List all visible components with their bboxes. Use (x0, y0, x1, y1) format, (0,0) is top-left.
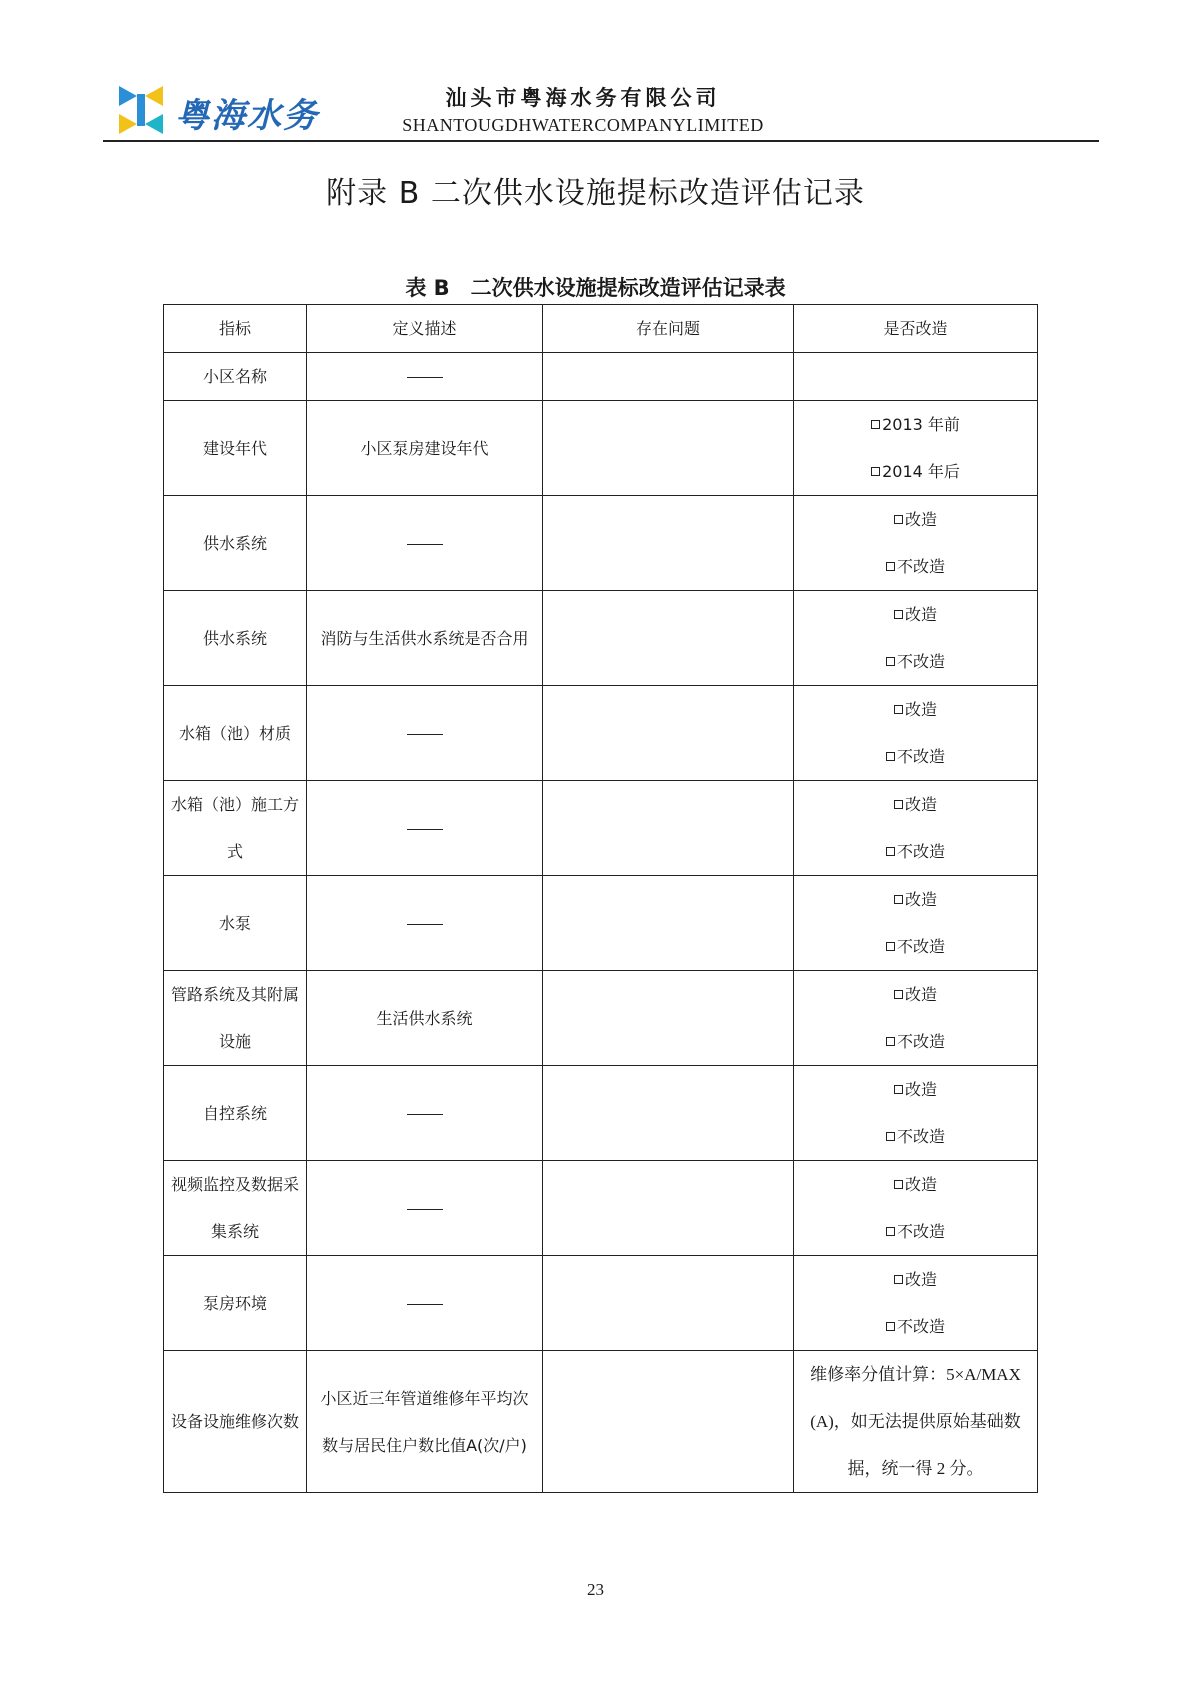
issue-cell[interactable] (543, 401, 794, 496)
checkbox-label: 不改造 (896, 1127, 945, 1146)
page-title: 附录 B 二次供水设施提标改造评估记录 (326, 176, 865, 211)
issue-cell[interactable] (543, 1256, 794, 1351)
definition-cell (307, 876, 543, 971)
indicator-cell: 视频监控及数据采集系统 (164, 1161, 307, 1256)
checkbox-icon[interactable] (894, 1180, 903, 1189)
renovate-cell (794, 686, 1038, 781)
checkbox-icon[interactable] (871, 420, 880, 429)
page-header (103, 78, 1099, 142)
indicator-cell: 设备设施维修次数 (164, 1351, 307, 1493)
checkbox-option[interactable] (800, 1113, 1031, 1160)
checkbox-icon[interactable] (894, 515, 903, 524)
table-row (164, 1256, 1038, 1351)
header-definition: 定义描述 (307, 305, 543, 353)
checkbox-icon[interactable] (886, 1322, 895, 1331)
checkbox-label: 改造 (904, 700, 937, 719)
company-name (393, 82, 773, 136)
definition-cell (307, 1256, 543, 1351)
table-row (164, 781, 1038, 876)
issue-cell[interactable] (543, 591, 794, 686)
renovate-cell (794, 496, 1038, 591)
table-row-maintenance (164, 1351, 1038, 1493)
issue-cell[interactable] (543, 971, 794, 1066)
issue-cell[interactable] (543, 353, 794, 401)
empty-dash (407, 544, 443, 545)
checkbox-label: 不改造 (896, 937, 945, 956)
issue-cell[interactable] (543, 496, 794, 591)
header-issue: 存在问题 (543, 305, 794, 353)
checkbox-icon[interactable] (886, 657, 895, 666)
checkbox-option[interactable] (800, 971, 1031, 1018)
header-divider (103, 140, 1099, 142)
checkbox-label: 不改造 (896, 1032, 945, 1051)
empty-dash (407, 829, 443, 830)
definition-cell (307, 496, 543, 591)
checkbox-option[interactable] (800, 1018, 1031, 1065)
checkbox-icon[interactable] (886, 752, 895, 761)
checkbox-option[interactable] (800, 1256, 1031, 1303)
checkbox-icon[interactable] (894, 895, 903, 904)
checkbox-option[interactable] (800, 1161, 1031, 1208)
empty-dash (407, 1304, 443, 1305)
renovate-cell (794, 1161, 1038, 1256)
renovate-cell (794, 353, 1038, 401)
table-title: 表 B 二次供水设施提标改造评估记录表 (405, 276, 786, 300)
issue-cell[interactable] (543, 686, 794, 781)
checkbox-label: 不改造 (896, 842, 945, 861)
table-row (164, 686, 1038, 781)
checkbox-option[interactable] (800, 1303, 1031, 1350)
definition-cell (307, 781, 543, 876)
table-row (164, 971, 1038, 1066)
checkbox-label: 改造 (904, 985, 937, 1004)
renovate-cell (794, 971, 1038, 1066)
indicator-cell: 水箱（池）材质 (164, 686, 307, 781)
checkbox-option[interactable] (800, 876, 1031, 923)
checkbox-label: 2014 年后 (882, 462, 960, 481)
indicator-cell: 水箱（池）施工方式 (164, 781, 307, 876)
checkbox-label: 不改造 (896, 557, 945, 576)
indicator-cell: 供水系统 (164, 496, 307, 591)
checkbox-option[interactable] (800, 923, 1031, 970)
company-name-en: SHANTOUGDHWATERCOMPANYLIMITED (402, 115, 764, 135)
issue-cell[interactable] (543, 876, 794, 971)
assessment-record-table (163, 304, 1038, 1493)
checkbox-option[interactable] (800, 401, 1031, 448)
logo-text: 粤海水务 (175, 96, 319, 136)
issue-cell[interactable] (543, 1066, 794, 1161)
checkbox-option[interactable] (800, 496, 1031, 543)
renovate-cell (794, 1066, 1038, 1161)
checkbox-option[interactable] (800, 448, 1031, 495)
checkbox-option[interactable] (800, 781, 1031, 828)
checkbox-icon[interactable] (886, 1132, 895, 1141)
definition-cell: 生活供水系统 (307, 971, 543, 1066)
table-row (164, 591, 1038, 686)
definition-cell (307, 686, 543, 781)
checkbox-icon[interactable] (886, 1037, 895, 1046)
renovate-cell (794, 591, 1038, 686)
checkbox-label: 改造 (904, 605, 937, 624)
checkbox-icon[interactable] (894, 705, 903, 714)
indicator-cell: 泵房环境 (164, 1256, 307, 1351)
table-row (164, 401, 1038, 496)
renovate-cell (794, 781, 1038, 876)
table-row (164, 353, 1038, 401)
renovate-cell (794, 876, 1038, 971)
definition-cell (307, 353, 543, 401)
header-renovate: 是否改造 (794, 305, 1038, 353)
checkbox-icon[interactable] (886, 847, 895, 856)
checkbox-option[interactable] (800, 591, 1031, 638)
checkbox-icon[interactable] (871, 467, 880, 476)
definition-cell (307, 1066, 543, 1161)
checkbox-label: 改造 (904, 795, 937, 814)
checkbox-option[interactable] (800, 1208, 1031, 1255)
checkbox-label: 不改造 (896, 747, 945, 766)
checkbox-option[interactable] (800, 1066, 1031, 1113)
checkbox-icon[interactable] (894, 1085, 903, 1094)
table-row (164, 1161, 1038, 1256)
renovate-cell (794, 1256, 1038, 1351)
checkbox-option[interactable] (800, 828, 1031, 875)
table-header-row (164, 305, 1038, 353)
checkbox-icon[interactable] (886, 562, 895, 571)
empty-dash (407, 1114, 443, 1115)
empty-dash (407, 377, 443, 378)
checkbox-option[interactable] (800, 543, 1031, 590)
header-indicator: 指标 (164, 305, 307, 353)
checkbox-label: 2013 年前 (882, 415, 960, 434)
definition-cell: 小区泵房建设年代 (307, 401, 543, 496)
checkbox-label: 改造 (904, 1175, 937, 1194)
checkbox-label: 改造 (904, 890, 937, 909)
checkbox-label: 不改造 (896, 652, 945, 671)
indicator-cell: 自控系统 (164, 1066, 307, 1161)
checkbox-label: 不改造 (896, 1317, 945, 1336)
definition-cell (307, 1161, 543, 1256)
indicator-cell: 小区名称 (164, 353, 307, 401)
page-number: 23 (587, 1580, 604, 1599)
definition-cell: 小区近三年管道维修年平均次数与居民住户数比值A(次/户) (307, 1351, 543, 1493)
checkbox-icon[interactable] (886, 942, 895, 951)
empty-dash (407, 924, 443, 925)
definition-cell: 消防与生活供水系统是否合用 (307, 591, 543, 686)
indicator-cell: 管路系统及其附属设施 (164, 971, 307, 1066)
checkbox-icon[interactable] (894, 610, 903, 619)
empty-dash (407, 1209, 443, 1210)
checkbox-label: 改造 (904, 1080, 937, 1099)
issue-cell[interactable] (543, 781, 794, 876)
checkbox-icon[interactable] (886, 1227, 895, 1236)
checkbox-label: 改造 (904, 1270, 937, 1289)
table-row (164, 876, 1038, 971)
checkbox-icon[interactable] (894, 990, 903, 999)
indicator-cell: 供水系统 (164, 591, 307, 686)
checkbox-icon[interactable] (894, 800, 903, 809)
company-logo-icon (117, 84, 165, 136)
checkbox-option[interactable] (800, 638, 1031, 685)
company-name-cn: 汕头市粤海水务有限公司 (445, 86, 721, 110)
empty-dash (407, 734, 443, 735)
table-row (164, 1066, 1038, 1161)
checkbox-label: 改造 (904, 510, 937, 529)
indicator-cell: 水泵 (164, 876, 307, 971)
issue-cell[interactable] (543, 1161, 794, 1256)
indicator-cell: 建设年代 (164, 401, 307, 496)
checkbox-option[interactable] (800, 686, 1031, 733)
issue-cell[interactable] (543, 1351, 794, 1493)
scoring-note-cell: 维修率分值计算：5×A/MAX(A)，如无法提供原始基础数据，统一得 2 分。 (794, 1351, 1038, 1493)
renovate-cell (794, 401, 1038, 496)
checkbox-option[interactable] (800, 733, 1031, 780)
table-row (164, 496, 1038, 591)
checkbox-label: 不改造 (896, 1222, 945, 1241)
checkbox-icon[interactable] (894, 1275, 903, 1284)
